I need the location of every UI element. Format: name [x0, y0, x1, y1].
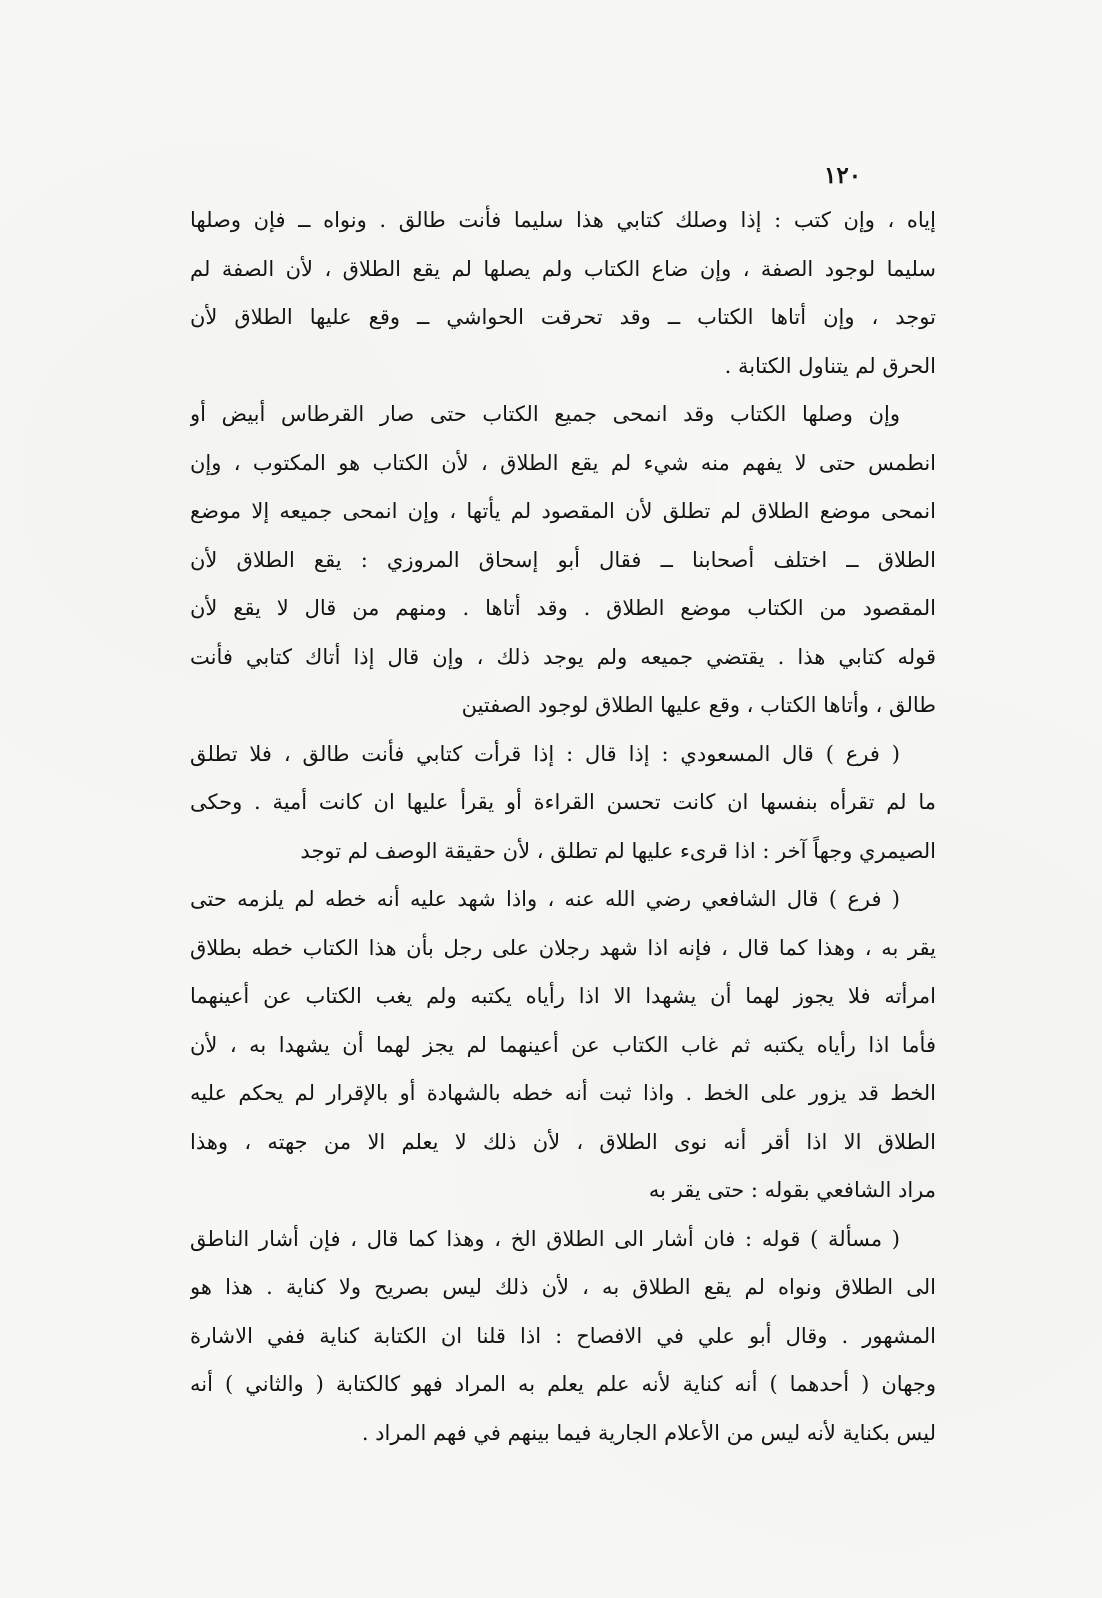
text-line: طالق ، وأتاها الكتاب ، وقع عليها الطلاق لوجود الصفتين	[461, 693, 936, 717]
text-line: ( فرع ) قال المسعودي : إذا قال : إذا قرأت كتابي فأنت طالق ، فلا تطلق	[190, 741, 900, 766]
text-line: ليس بكناية لأنه ليس من الأعلام الجارية فيما بينهم في فهم المراد .	[361, 1420, 936, 1445]
text-line: الخط قد يزور على الخط . واذا ثبت أنه خطه بالشهادة أو بالإقرار لم يحكم عليه	[190, 1081, 936, 1105]
text-line: قوله كتابي هذا . يقتضي جميعه ولم يوجد ذلك ، وإن قال إذا أتاك كتابي فأنت	[190, 644, 936, 669]
text-line: الى الطلاق ونواه لم يقع الطلاق به ، لأن ذلك ليس بصريح ولا كناية . هذا هو	[190, 1275, 936, 1299]
text-line: الحرق لم يتناول الكتابة .	[724, 353, 936, 378]
text-line: يقر به ، وهذا كما قال ، فإنه اذا شهد رجلان على رجل بأن هذا الكتاب خطه بطلاق	[190, 935, 936, 960]
text-line: امرأته فلا يجوز لهما أن يشهدا الا اذا رأياه يكتبه ولم يغب الكتاب عن أعينهما	[190, 984, 936, 1008]
text-line: ( مسألة ) قوله : فان أشار الى الطلاق الخ ، وهذا كما قال ، فإن أشار الناطق	[190, 1226, 900, 1251]
text-line: انمحى موضع الطلاق لم تطلق لأن المقصود لم يأتها ، وإن انمحى جميعه إلا موضع	[190, 499, 936, 523]
text-line: انطمس حتى لا يفهم منه شيء لم يقع الطلاق ، لأن الكتاب هو المكتوب ، وإن	[190, 450, 936, 475]
text-line: الطلاق ــ اختلف أصحابنا ــ فقال أبو إسحاق المروزي : يقع الطلاق لأن	[190, 547, 936, 572]
text-line: ما لم تقرأه بنفسها ان كانت تحسن القراءة أو يقرأ عليها ان كانت أمية . وحكى	[190, 790, 936, 814]
text-line: وإن وصلها الكتاب وقد انمحى جميع الكتاب حتى صار القرطاس أبيض أو	[190, 402, 900, 426]
text-line: المشهور . وقال أبو علي في الافصاح : اذا قلنا ان الكتابة كناية ففي الاشارة	[190, 1323, 936, 1348]
text-line: إياه ، وإن كتب : إذا وصلك كتابي هذا سليما فأنت طالق . ونواه ــ فإن وصلها	[190, 208, 936, 232]
text-line: سليما لوجود الصفة ، وإن ضاع الكتاب ولم يصلها لم يقع الطلاق ، لأن الصفة لم	[190, 256, 936, 281]
page-number: ١٢٠	[824, 162, 862, 189]
text-line: مراد الشافعي بقوله : حتى يقر به	[648, 1178, 936, 1202]
text-line: فأما اذا رأياه يكتبه ثم غاب الكتاب عن أعينهما لم يجز لهما أن يشهدا به ، لأن	[190, 1032, 936, 1057]
text-line: ( فرع ) قال الشافعي رضي الله عنه ، واذا شهد عليه أنه خطه لم يلزمه حتى	[190, 887, 900, 911]
text-line: المقصود من الكتاب موضع الطلاق . وقد أتاها . ومنهم من قال لا يقع لأن	[190, 596, 936, 620]
body-text	[190, 196, 936, 1457]
text-line: الطلاق الا اذا أقر أنه نوى الطلاق ، لأن ذلك لا يعلم الا من جهته ، وهذا	[190, 1129, 936, 1154]
text-line: توجد ، وإن أتاها الكتاب ــ وقد تحرقت الحواشي ــ وقع عليها الطلاق لأن	[190, 305, 936, 329]
text-line: وجهان ( أحدهما ) أنه كناية لأنه علم يعلم به المراد فهو كالكتابة ( والثاني ) أنه	[190, 1372, 936, 1396]
text-line: الصيمري وجهاً آخر : اذا قرىء عليها لم تطلق ، لأن حقيقة الوصف لم توجد	[300, 838, 936, 863]
